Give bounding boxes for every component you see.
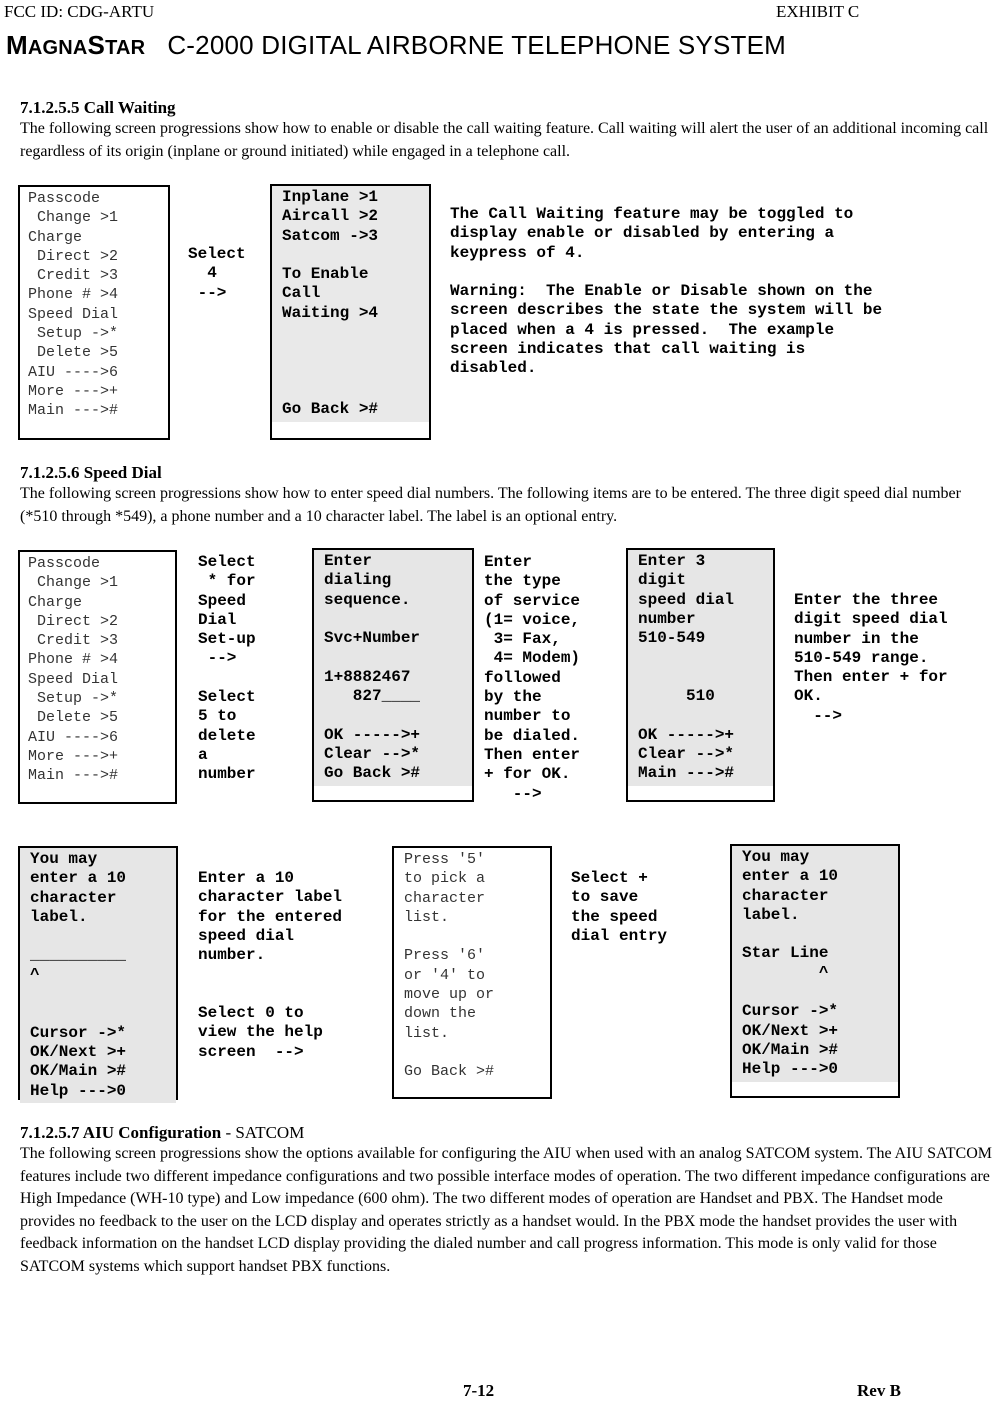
help-screen [392, 846, 552, 1099]
label-entry-screen [18, 846, 178, 1100]
fcc-id: FCC ID: CDG-ARTU [4, 2, 155, 21]
screen-text: Enter 3 digit speed dial number 510-549 510 OK ----->+ Clear -->* Main ---># [628, 550, 773, 786]
model-title: C-2000 DIGITAL AIRBORNE TELEPHONE SYSTEM [167, 30, 787, 60]
call-waiting-heading: 7.1.2.5.5 Call Waiting [20, 98, 176, 117]
screen-text: You may enter a 10 character label. Star Line ^ Cursor ->* OK/Next >+ OK/Main ># Help --->0 [732, 846, 898, 1082]
screen-text: Inplane >1 Aircall >2 Satcom ->3 To Enable Call Waiting >4 Go Back ># [272, 186, 429, 422]
star-line-label-screen [730, 844, 900, 1098]
speed-dial-select-note: Select * for Speed Dial Set-up --> Select 5 to delete a number [198, 553, 256, 784]
page-number: 7-12 [463, 1381, 495, 1400]
screen-text: Passcode Change >1 Charge Direct >2 Credit >3 Phone # >4 Speed Dial Setup ->* Delete >5 AIU ---->6 More --->+ Main ---># [28, 555, 119, 785]
service-type-note: Enter the type of service (1= voice, 3= Fax, 4= Modem) followed by the number to be dialed. Then enter + for OK. --> [484, 553, 581, 803]
save-entry-note: Select + to save the speed dial entry [571, 869, 668, 945]
aiu-heading: 7.1.2.5.7 AIU Configuration - SATCOM [20, 1123, 305, 1142]
call-waiting-options-screen [270, 184, 431, 440]
screen-text: Passcode Change >1 Charge Direct >2 Credit >3 Phone # >4 Speed Dial Setup ->* Delete >5 AIU ---->6 More --->+ Main ---># [28, 190, 119, 420]
aiu-body: The following screen progressions show the options available for configuring the AIU when used with an analog SATCOM system. The AIU SATCOM features include two different impedance configurations and two possible interface modes of operation. The two different impedance configurations are High Impedance (WH-10 type) and Low impedance (600 ohm). The two different modes of operation are Handset and PBX. The Handset mode provides no feedback to the user on the LCD display and operates strictly as a handset would. In the PBX mode the handset provides the user with feedback information on the handset LCD display providing the dialed number and call progress information. This mode is only valid for those SATCOM systems which support handset PBX functions. [20, 1145, 993, 1275]
screen-text: You may enter a 10 character label. __________ ^ Cursor ->* OK/Next >+ OK/Main ># Help --->0 [20, 848, 176, 1103]
revision: Rev B [857, 1381, 901, 1400]
call-waiting-body: The following screen progressions show how to enable or disable the call waiting feature. Call waiting will alert the user of an additional incoming call regardless of its origin (inplane or ground initiated) while engaged in a telephone call. [20, 120, 989, 160]
speed-dial-heading: 7.1.2.5.6 Speed Dial [20, 463, 162, 482]
exhibit-label: EXHIBIT C [776, 2, 860, 21]
brand-name: MAGNASTAR [6, 30, 146, 60]
screen-text: Press '5' to pick a character list. Press '6' or '4' to move up or down the list. Go Back ># [404, 851, 495, 1081]
speed-dial-number-screen [626, 548, 775, 802]
document-title [6, 30, 786, 61]
call-waiting-select-note: Select 4 --> [188, 245, 246, 302]
dialing-sequence-screen [312, 548, 474, 802]
call-waiting-menu-screen [18, 185, 170, 440]
speed-dial-body: The following screen progressions show how to enter speed dial numbers. The following items are to be entered. The three digit speed dial number (*510 through *549), a phone number and a 10 character label. The label is an optional entry. [20, 485, 961, 525]
screen-text: Enter dialing sequence. Svc+Number 1+8882467 827____ OK ----->+ Clear -->* Go Back ># [314, 550, 472, 786]
speed-dial-range-note: Enter the three digit speed dial number in the 510-549 range. Then enter + for OK. --> [794, 591, 948, 725]
speed-dial-menu-screen [18, 550, 177, 804]
label-entry-note: Enter a 10 character label for the entered speed dial number. Select 0 to view the help screen --> [198, 869, 343, 1061]
call-waiting-description: The Call Waiting feature may be toggled to display enable or disabled by entering a keypress of 4. Warning: The Enable or Disable shown on the screen describes the state the system will be placed when a 4 is pressed. The example screen indicates that call waiting is disabled. [450, 205, 883, 378]
